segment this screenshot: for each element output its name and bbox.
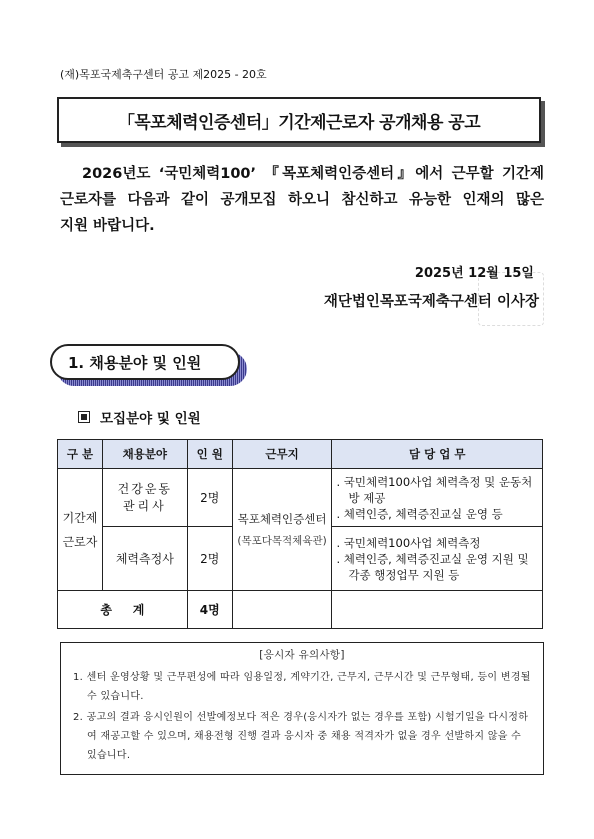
field-line: 관리사 [122,498,167,513]
category-cell [58,469,103,591]
category-line: 기간제 [62,510,98,525]
recruitment-table [57,439,543,629]
sub-heading-label: 모집분야 및 인원 [100,411,201,427]
notice-number: (재)목포국제축구센터 공고 제2025 - 20호 [60,68,267,81]
section-heading: 1. 채용분야 및 인원 [50,344,240,380]
duty-item: . 체력인증, 체력증진교실 운영 지원 및 각종 행정업무 지원 등 [336,551,529,582]
issuer-signature: 재단법인목포국제축구센터 이사장 [323,294,539,310]
duty-cell [332,527,543,591]
duty-cell [332,469,543,527]
intro-line-1: 2026년도 ‘국민체력100’ 『목포체력인증센터』에서 근무할 기간제 [82,166,544,182]
place-line: 목포체력인증센터 [237,511,327,526]
duty-item: . 국민체력100사업 체력측정 및 운동처방 제공 [336,474,533,505]
total-label: 총 계 [58,591,188,629]
field-cell [102,469,187,527]
category-line: 근로자 [62,534,98,549]
notice-item: 1. 센터 운영상황 및 근무편성에 따라 임용일정, 계약기간, 근무지, 근무시간 및 근무형태, 등이 변경될 수 있습니다. [73,672,531,702]
sub-heading [78,407,201,427]
notice-item: 2. 공고의 결과 응시인원이 선발예정보다 적은 경우(응시자가 없는 경우를 포함) 시험기일을 다시정하여 재공고할 수 있으며, 채용전형 진행 결과 응시자 중 채용 적격자가 없을 경우 선발하지 않을 수 있습니다. [73,712,529,761]
field-cell: 체력측정사 [102,527,187,591]
announcement-date: 2025년 12월 15일 [414,266,534,281]
table-header: 인 원 [187,440,232,469]
document-title: 「목포체력인증센터」기간제근로자 공개채용 공고 [57,97,541,143]
table-row [58,469,543,527]
field-line: 건강운동 [117,481,173,496]
applicant-notice-box [60,642,544,775]
table-header-row [58,440,543,469]
table-total-row [58,591,543,629]
empty-cell [332,591,543,629]
place-line: (목포다목적체육관) [237,534,327,547]
place-cell [232,469,332,591]
duty-item: . 국민체력100사업 체력측정 [336,535,481,550]
table-header: 근무지 [232,440,332,469]
count-cell: 2명 [187,469,232,527]
table-header: 담 당 업 무 [332,440,543,469]
intro-line-3: 지원 바랍니다. [60,218,155,234]
duty-item: . 체력인증, 체력증진교실 운영 등 [336,506,503,521]
empty-cell [232,591,332,629]
table-header: 채용분야 [102,440,187,469]
notice-title: [응시자 유의사항] [259,649,345,661]
intro-line-2: 근로자를 다음과 같이 공개모집 하오니 참신하고 유능한 인재의 많은 [60,192,544,208]
intro-paragraph [60,161,544,239]
total-count: 4명 [187,591,232,629]
table-header: 구 분 [58,440,103,469]
square-bullet-icon [78,411,90,423]
count-cell: 2명 [187,527,232,591]
